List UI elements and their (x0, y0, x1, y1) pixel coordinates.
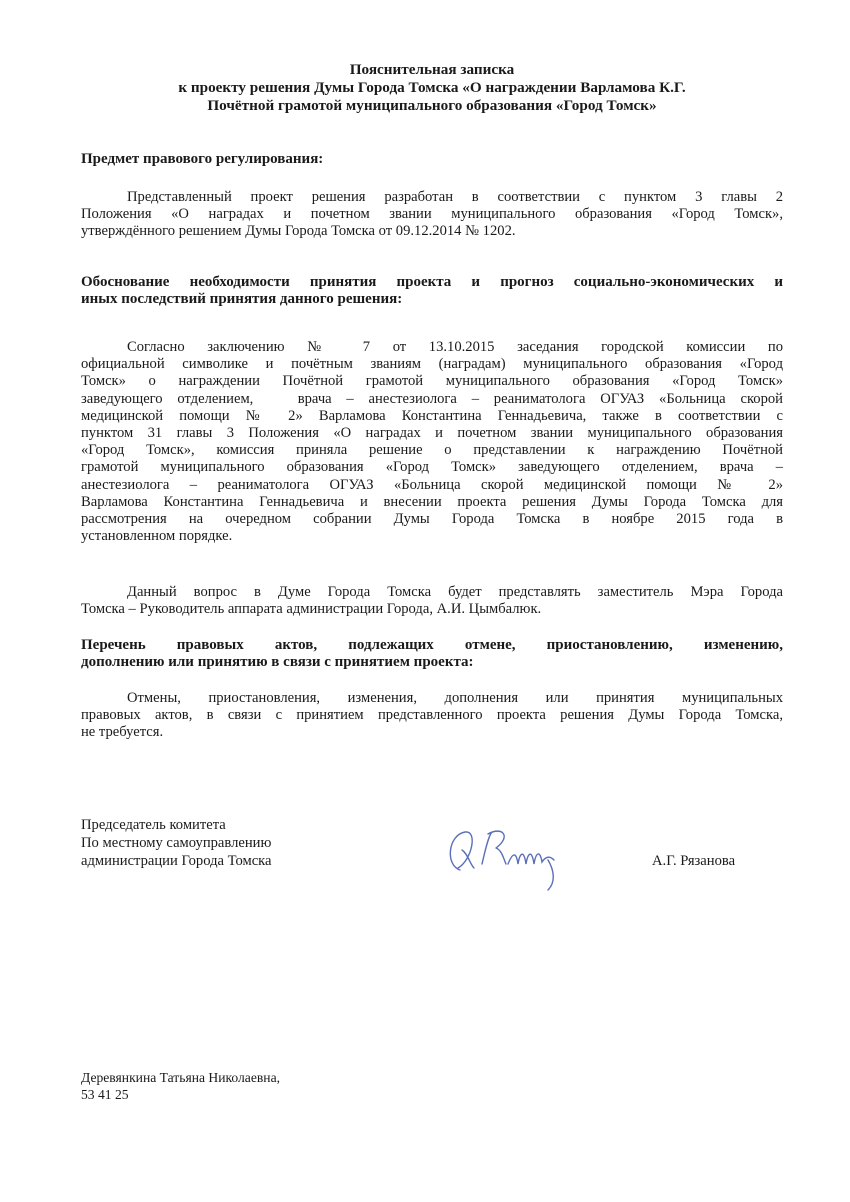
document-title (81, 61, 783, 115)
text-line: Данный вопрос в Думе Города Томска будет представлять заместитель Мэра Города (127, 584, 783, 600)
section3-paragraph (81, 690, 783, 742)
position-line: администрации Города Томска (81, 853, 272, 869)
text-line: установленном порядке. (81, 528, 233, 545)
text-line: не требуется. (81, 724, 164, 741)
text-line: Представленный проект решения разработан в соответствии с пунктом 3 главы 2 (127, 189, 783, 205)
heading-line: Перечень правовых актов, подлежащих отмене, приостановлению, изменению, (81, 637, 783, 653)
text-line: Томск» о награждении Почётной грамотой муниципального образования «Город Томск» (81, 373, 783, 390)
text-line: рассмотрения на очередном собрании Думы Города Томска в ноябре 2015 года в (81, 510, 783, 527)
signatory-name: А.Г. Рязанова (652, 853, 736, 869)
text-line: Отмены, приостановления, изменения, дополнения или принятия муниципальных (127, 690, 783, 706)
section1-heading (81, 151, 783, 168)
handwritten-signature (430, 820, 580, 900)
footer-executor (81, 1069, 381, 1103)
text-line: медицинской помощи № 2» Варламова Константина Геннадьевича, также в соответствии с (81, 407, 783, 424)
signatory-position (81, 816, 381, 870)
text-line: грамотой муниципального образования «Город Томск» заведующего отделением, врача – (81, 459, 783, 476)
text-line: пунктом 31 главы 3 Положения «О наградах и почетном звании муниципального образования (81, 424, 783, 441)
position-line: Председатель комитета (81, 817, 226, 833)
text-line: Согласно заключению № 7 от 13.10.2015 заседания городской комиссии по (127, 339, 783, 355)
text-line: утверждённого решением Думы Города Томска от 09.12.2014 № 1202. (81, 223, 516, 240)
executor-phone: 53 41 25 (81, 1087, 129, 1103)
title-line: Пояснительная записка (349, 61, 515, 78)
heading-text: Предмет правового регулирования: (81, 151, 324, 167)
title-line: Почётной грамотой муниципального образования «Город Томск» (207, 97, 657, 114)
text-line: анестезиолога – реаниматолога ОГУАЗ «Больница скорой медицинской помощи № 2» (81, 476, 783, 493)
text-line: официальной символике и почётным званиям (наградам) муниципального образования «Город (81, 356, 783, 373)
text-line: Положения «О наградах и почетном звании муниципального образования «Город Томск», (81, 206, 783, 223)
section2-heading (81, 274, 783, 308)
text-line: заведующего отделением, врача – анестезиолога – реаниматолога ОГУАЗ «Больница скорой (81, 390, 783, 407)
heading-line: иных последствий принятия данного решения: (81, 291, 403, 308)
position-line: По местному самоуправлению (81, 835, 272, 851)
text-line: Томска – Руководитель аппарата администрации Города, А.И. Цымбалюк. (81, 601, 542, 618)
section2-paragraph-2 (81, 584, 783, 618)
heading-line: дополнению или принятию в связи с принятием проекта: (81, 654, 474, 671)
text-line: «Город Томск», комиссия приняла решение о представлении к награждению Почётной (81, 442, 783, 459)
heading-line: Обоснование необходимости принятия проекта и прогноз социально-экономических и (81, 274, 783, 290)
text-line: правовых актов, в связи с принятием представленного проекта решения Думы Города Томска, (81, 707, 783, 724)
section1-paragraph (81, 189, 783, 241)
section2-paragraph-1 (81, 339, 783, 545)
executor-name: Деревянкина Татьяна Николаевна, (81, 1070, 281, 1085)
section3-heading (81, 637, 783, 671)
title-line: к проекту решения Думы Города Томска «О награждении Варламова К.Г. (178, 79, 686, 96)
text-line: Варламова Константина Геннадьевича и внесении проекта решения Думы Города Томска для (81, 493, 783, 510)
